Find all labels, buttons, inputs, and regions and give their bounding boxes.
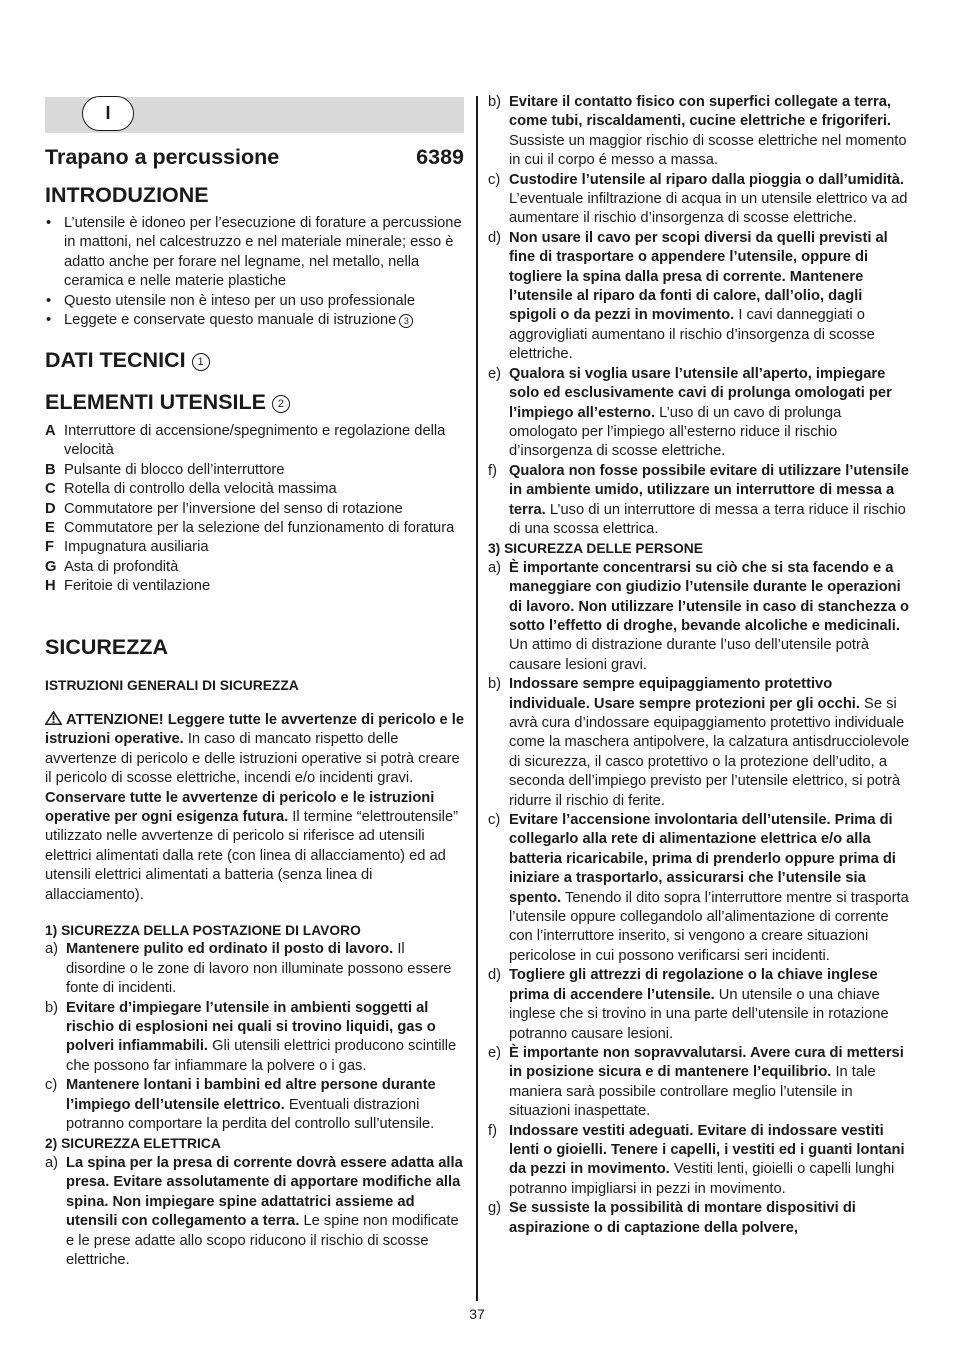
section-heading: 2) SICUREZZA ELETTRICA xyxy=(45,1136,221,1152)
item-key: d) xyxy=(488,967,502,984)
item-text: Sussiste un maggior rischio di scosse elettriche nel momento in cui il corpo é messo a massa. xyxy=(509,132,907,169)
safety-item xyxy=(488,365,912,462)
item-key: f) xyxy=(488,462,497,479)
item-key: a) xyxy=(45,941,59,958)
element-key: G xyxy=(45,558,57,575)
item-text: Se si avrà cura d’indossare equipaggiamento protettivo individuale come la maschera antipolvere, la calzatura antisdrucciolevole di sicurezza, il casco protettivo o la protezione dell’udito, a seconda dell’impiego previsto per l’utensile elettrico, si potrà ridurre il rischio di ferite. xyxy=(509,695,910,809)
item-key: e) xyxy=(488,365,502,382)
intro-heading: INTRODUZIONE xyxy=(45,183,209,207)
safety-item xyxy=(488,811,912,966)
safety-item xyxy=(488,559,912,675)
item-key: b) xyxy=(45,999,59,1016)
element-key: F xyxy=(45,539,54,556)
item-key: c) xyxy=(488,171,501,188)
safety-heading: SICUREZZA xyxy=(45,635,169,659)
intro-bullet-text: Leggete e conservate questo manuale di istruzione xyxy=(64,312,397,329)
item-bold: Evitare d’impiegare l’utensile in ambienti soggetti al rischio di esplosioni nei quali si trovino liquidi, gas o polveri infiammabili. xyxy=(66,999,436,1055)
item-bold: Qualora si voglia usare l’utensile all’aperto, impiegare solo ed esclusivamente cavi di prolunga omologati per l’impiego all’esterno. xyxy=(509,365,892,421)
item-text: In tale maniera sarà possibile controllare meglio l’utensile in situazioni inaspettate. xyxy=(509,1064,876,1120)
item-text: Il disordine o le zone di lavoro non illuminate possono essere fonte di incidenti. xyxy=(66,941,452,997)
figure-ref-badge: 1 xyxy=(192,353,210,371)
safety-item xyxy=(45,940,465,998)
element-item xyxy=(45,461,465,480)
product-title: Trapano a percussione xyxy=(45,145,280,169)
column-divider xyxy=(476,96,478,1301)
elements-list-wrap xyxy=(45,422,465,597)
safety-item xyxy=(488,1199,912,1238)
element-key: B xyxy=(45,461,56,478)
figure-ref-badge: 2 xyxy=(272,395,290,413)
section-heading: 1) SICUREZZA DELLA POSTAZIONE DI LAVORO xyxy=(45,923,361,938)
item-key: g) xyxy=(488,1200,502,1217)
item-bold: Togliere gli attrezzi di regolazione o la chiave inglese prima di accendere l’utensile. xyxy=(509,967,878,1003)
item-bold: La spina per la presa di corrente dovrà essere adatta alla presa. Evitare assolutamente di apportare modifiche alla spina. Non impiegare spine adattatrici assieme ad utensili con collegamento a terra. xyxy=(66,1154,463,1230)
warning-bold-1: ATTENZIONE! Leggere tutte le avvertenze di pericolo e le istruzioni operative. xyxy=(45,712,465,748)
element-text: Pulsante di blocco dell’interruttore xyxy=(64,461,285,478)
item-bold: Indossare vestiti adeguati. Evitare di indossare vestiti lenti o gioielli. Tenere i capelli, i vestiti ed i guanti lontani da pezzi in movimento. xyxy=(509,1122,905,1178)
element-key: E xyxy=(45,520,55,537)
item-bold: Indossare sempre equipaggiamento protettivo individuale. Usare sempre protezioni per gli occhi. xyxy=(509,676,860,712)
item-key: a) xyxy=(45,1154,59,1171)
warning-text-1: In caso di mancato rispetto delle avvertenze di pericolo e delle istruzioni operative si potrà creare il pericolo di scosse elettriche, incendi e/o incidenti gravi. xyxy=(45,731,460,787)
item-bold: È importante concentrarsi su ciò che si sta facendo e a maneggiare con giudizio l’utensile durante le operazioni di lavoro. Non utilizzare l’utensile in caso di stanchezza o sotto l’effetto di droghe, bevande alcoliche e medicinali. xyxy=(509,559,909,634)
item-bold: È importante non sopravvalutarsi. Avere cura di mettersi in posizione sicura e di mantenere l’equilibrio. xyxy=(509,1044,904,1081)
intro-list-wrap xyxy=(45,214,465,330)
section-1 xyxy=(45,921,465,1270)
elements-heading-text: ELEMENTI UTENSILE xyxy=(45,390,266,414)
safety-item xyxy=(45,999,465,1077)
element-key: D xyxy=(45,500,56,517)
item-bold: Custodire l’utensile al riparo dalla pioggia o dall’umidità. xyxy=(509,171,904,188)
element-text: Feritoie di ventilazione xyxy=(64,578,211,595)
item-text: Gli utensili elettrici producono scintille che possono far infiammare la polvere o i gas. xyxy=(66,1038,457,1074)
intro-list xyxy=(45,214,465,330)
element-text: Rotella di controllo della velocità massima xyxy=(64,481,337,498)
warning-paragraph xyxy=(45,711,465,905)
element-item xyxy=(45,480,465,499)
safety-item xyxy=(488,462,912,540)
tech-heading-text: DATI TECNICI xyxy=(45,348,186,372)
element-text: Impugnatura ausiliaria xyxy=(64,539,209,556)
item-key: a) xyxy=(488,559,502,576)
tech-heading xyxy=(45,348,210,373)
item-text: Vestiti lenti, gioielli o capelli lunghi potranno impigliarsi in pezzi in movimento. xyxy=(509,1161,895,1197)
section-heading: 3) SICUREZZA DELLE PERSONE xyxy=(488,541,703,557)
warning-text-2: Il termine “elettroutensile” utilizzato nelle avvertenze di pericolo si riferisce ad utensili elettrici alimentati dalla rete (con linea di allacciamento) ed ad utensili elettrici alimentati a batteria (senza linea di allacciamento). xyxy=(45,809,459,903)
element-item xyxy=(45,519,465,538)
item-key: d) xyxy=(488,229,502,246)
item-key: c) xyxy=(45,1077,58,1094)
element-key: A xyxy=(45,423,56,439)
general-safety-heading: ISTRUZIONI GENERALI DI SICUREZZA xyxy=(45,678,299,693)
item-text: I cavi danneggiati o aggrovigliati aumentano il rischio d’insorgenza di scosse elettriche. xyxy=(509,307,875,363)
item-key: b) xyxy=(488,94,502,110)
element-text: Commutatore per l’inversione del senso di rotazione xyxy=(64,500,403,517)
item-bold: Non usare il cavo per scopi diversi da quelli previsti al fine di trasportare o appendere l’utensile, oppure di togliere la spina dalla presa di corrente. Mantenere l’utensile al riparo da fonti di calore, dall’olio, dagli spigoli o da pezzi in movimento. xyxy=(509,229,888,324)
item-key: b) xyxy=(488,676,502,693)
item-key: f) xyxy=(488,1122,497,1139)
item-text: Un utensile o una chiave inglese che si trovino in una parte dell’utensile in rotazione potranno causare lesioni. xyxy=(509,986,889,1042)
item-text: L’uso di un interruttore di messa a terra riduce il rischio di una scossa elettrica. xyxy=(509,501,906,537)
model-number: 6389 xyxy=(416,145,464,169)
item-bold: Se sussiste la possibilità di montare dispositivi di aspirazione o di captazione della polvere, xyxy=(509,1200,856,1236)
element-item xyxy=(45,538,465,557)
item-key: e) xyxy=(488,1044,502,1061)
item-bold: Mantenere lontani i bambini ed altre persone durante l’impiego dell’utensile elettrico. xyxy=(66,1077,436,1113)
right-column xyxy=(488,93,912,1238)
safety-item xyxy=(488,1122,912,1200)
element-item xyxy=(45,577,465,596)
safety-item xyxy=(488,966,912,1044)
figure-ref-badge: 3 xyxy=(399,314,413,328)
language-badge: I xyxy=(82,96,134,131)
safety-item xyxy=(488,171,912,229)
item-text: L’uso di un cavo di prolunga omologato per l’impiego all’esterno riduce il rischio d’insorgenza di scosse elettriche. xyxy=(509,404,842,460)
intro-bullet xyxy=(45,311,465,330)
element-item xyxy=(45,558,465,577)
page-number: 37 xyxy=(469,1306,485,1322)
safety-item xyxy=(488,229,912,365)
item-text: Un attimo di distrazione durante l’uso dell’utensile potrà causare lesioni gravi. xyxy=(509,637,870,673)
intro-bullet-text: Questo utensile non è inteso per un uso professionale xyxy=(64,292,416,309)
safety-item xyxy=(488,1044,912,1122)
element-item xyxy=(45,422,465,461)
item-text: Le spine non modificate e le prese adatte allo scopo riducono il rischio di scosse elettriche. xyxy=(66,1213,459,1268)
safety-item xyxy=(488,93,912,171)
element-text: Commutatore per la selezione del funzionamento di foratura xyxy=(64,520,455,537)
item-key: c) xyxy=(488,812,501,829)
item-text: Tenendo il dito sopra l’interruttore mentre si trasporta l’utensile oppure collegandolo all’alimentazione di corrente con l’interruttore inserito, si vengono a creare situazioni pericolose in cui possono verificarsi seri incidenti. xyxy=(509,889,909,964)
item-bold: Mantenere pulito ed ordinato il posto di lavoro. xyxy=(66,941,394,958)
safety-item xyxy=(488,675,912,811)
intro-bullet xyxy=(45,214,465,292)
warning-bold-2: Conservare tutte le avvertenze di pericolo e le istruzioni operative per ogni esigenza futura. xyxy=(45,789,435,826)
page-title xyxy=(45,145,464,170)
element-item xyxy=(45,500,465,519)
intro-bullet xyxy=(45,292,465,311)
element-text: Asta di profondità xyxy=(64,558,179,575)
safety-item xyxy=(45,1154,465,1270)
elements-heading xyxy=(45,390,290,415)
element-key: H xyxy=(45,578,56,595)
element-text: Interruttore di accensione/spegnimento e regolazione della velocità xyxy=(64,423,446,459)
element-key: C xyxy=(45,481,56,498)
intro-bullet-text: L’utensile è idoneo per l’esecuzione di forature a percussione in mattoni, nel calcestruzzo e nel materiale minerale; esso è adatto anche per forare nel legname, nel metallo, nella ceramica e nelle materie plastiche xyxy=(64,215,462,290)
elements-list xyxy=(45,422,465,597)
safety-item xyxy=(45,1076,465,1134)
item-bold: Qualora non fosse possibile evitare di utilizzare l’utensile in ambiente umido, utilizzare un interruttore di messa a terra. xyxy=(509,462,909,518)
item-text: L’eventuale infiltrazione di acqua in un utensile elettrico va ad aumentare il rischio d’insorgenza di scosse elettriche. xyxy=(509,191,908,227)
warning-triangle-icon xyxy=(45,711,62,725)
item-bold: Evitare l’accensione involontaria dell’utensile. Prima di collegarlo alla rete di alimentazione elettrica e/o alla batteria ricaricabile, prima di prenderlo oppure prima di iniziare a trasportarlo, assicurarsi che l’utensile sia spento. xyxy=(509,812,896,906)
item-text: Eventuali distrazioni potranno comportare la perdita del controllo sull’utensile. xyxy=(66,1096,435,1133)
item-bold: Evitare il contatto fisico con superfici collegate a terra, come tubi, riscaldamenti, cucine elettriche e frigoriferi. xyxy=(509,94,891,130)
